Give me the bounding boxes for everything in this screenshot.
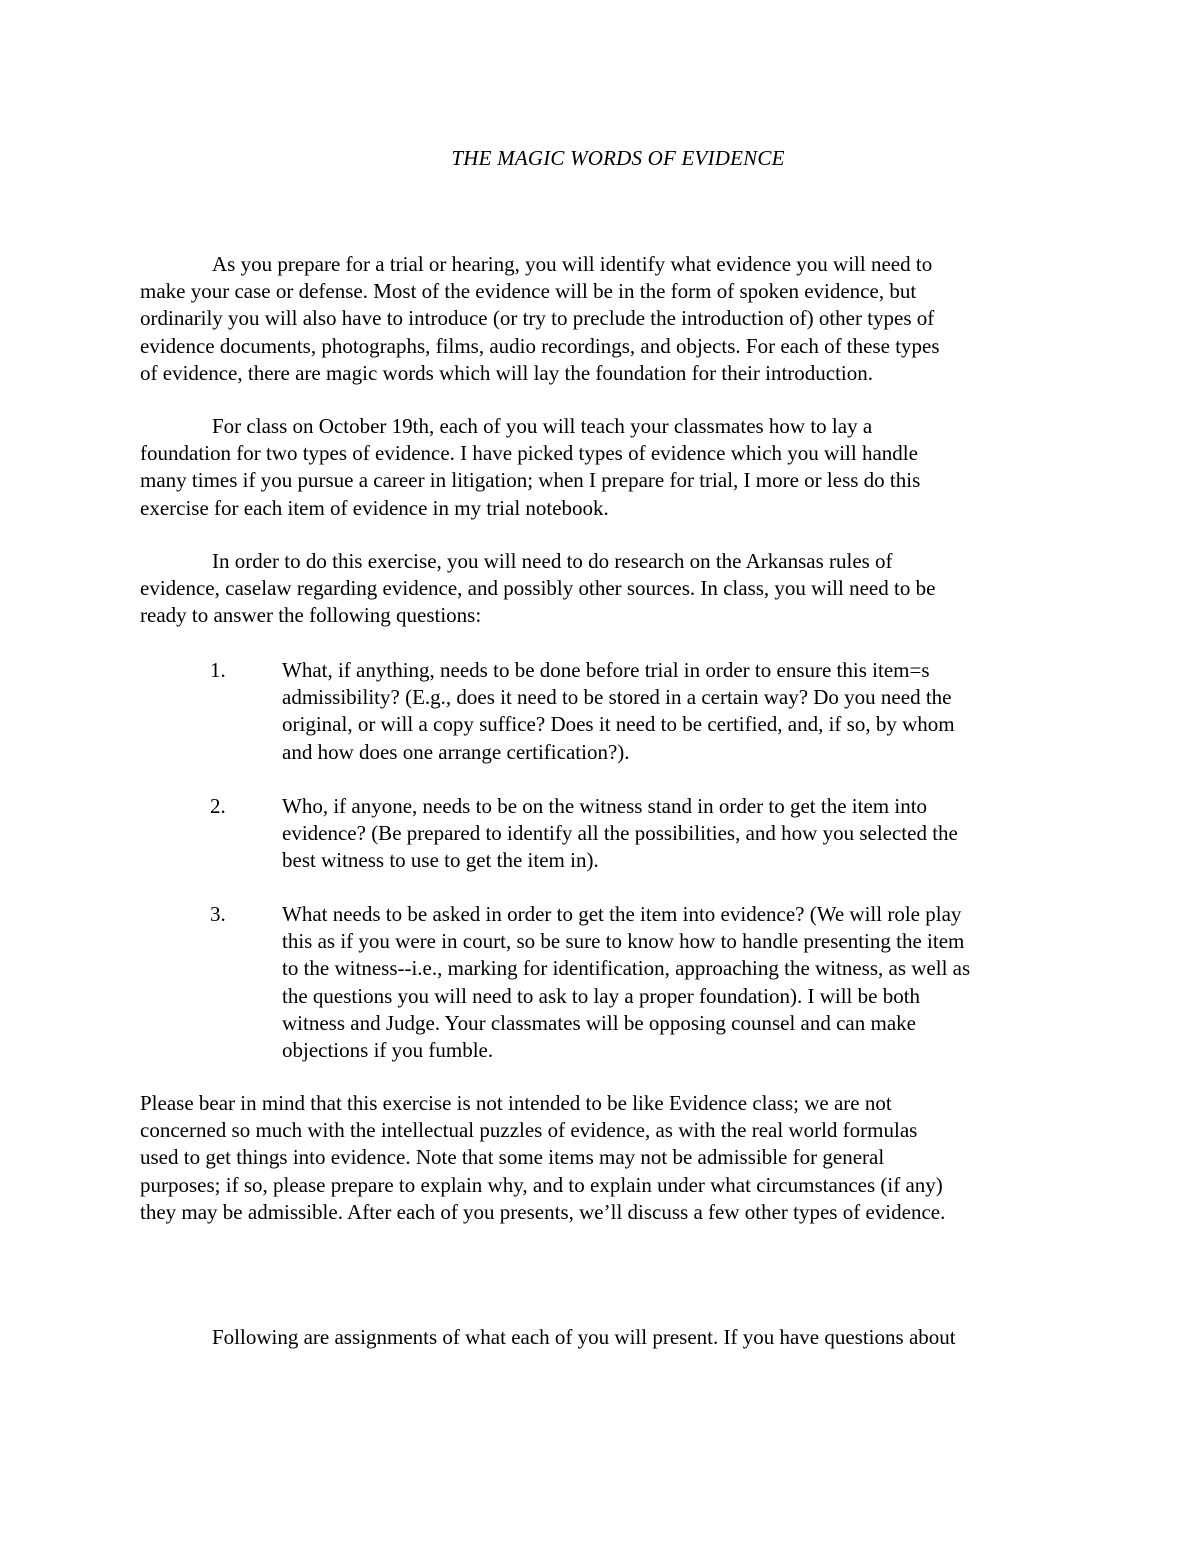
paragraph-line: concerned so much with the intellectual puzzles of evidence, as with the real world formulas [140, 1118, 918, 1143]
question-body [282, 793, 1072, 875]
question-line: objections if you fumble. [282, 1038, 494, 1063]
paragraph-research [140, 548, 1060, 630]
paragraph-line: purposes; if so, please prepare to explain why, and to explain under what circumstances (if any) [140, 1172, 943, 1197]
question-line: this as if you were in court, so be sure to know how to handle presenting the item [282, 929, 965, 954]
paragraph-line: used to get things into evidence. Note that some items may not be admissible for general [140, 1145, 885, 1170]
paragraph-intro [140, 251, 1060, 387]
paragraph-line: they may be admissible. After each of you presents, we’ll discuss a few other types of evidence. [140, 1199, 946, 1224]
paragraph-class-assignment [140, 413, 1060, 522]
document-title: THE MAGIC WORDS OF EVIDENCE [451, 146, 785, 170]
paragraph-assignments [140, 1324, 1060, 1351]
paragraph-line: many times if you pursue a career in litigation; when I prepare for trial, I more or less do this [140, 468, 921, 493]
question-body [282, 901, 1072, 1064]
question-number: 2. [210, 794, 226, 818]
paragraph-line: exercise for each item of evidence in my trial notebook. [140, 495, 609, 520]
question-number: 3. [210, 902, 226, 926]
paragraph-line: In order to do this exercise, you will need to do research on the Arkansas rules of [212, 549, 893, 573]
question-line: best witness to use to get the item in). [282, 848, 599, 873]
question-line: witness and Judge. Your classmates will be opposing counsel and can make [282, 1010, 916, 1035]
question-line: original, or will a copy suffice? Does it need to be certified, and, if so, by whom [282, 712, 955, 737]
paragraph-line: ordinarily you will also have to introduce (or try to preclude the introduction of) other types of [140, 306, 935, 331]
question-line: admissibility? (E.g., does it need to be stored in a certain way? Do you need the [282, 685, 952, 710]
paragraph-line: make your case or defense. Most of the evidence will be in the form of spoken evidence, but [140, 279, 917, 304]
paragraph-reminder [140, 1090, 1060, 1226]
paragraph-line: of evidence, there are magic words which will lay the foundation for their introduction. [140, 360, 874, 385]
question-body [282, 657, 1072, 766]
question-line: and how does one arrange certification?). [282, 739, 630, 764]
question-line: Who, if anyone, needs to be on the witness stand in order to get the item into [282, 794, 928, 818]
paragraph-line: For class on October 19th, each of you will teach your classmates how to lay a [212, 414, 873, 438]
question-line: to the witness--i.e., marking for identification, approaching the witness, as well as [282, 956, 971, 981]
question-line: the questions you will need to ask to lay a proper foundation). I will be both [282, 983, 921, 1008]
paragraph-line: foundation for two types of evidence. I have picked types of evidence which you will handle [140, 441, 918, 466]
paragraph-line: evidence documents, photographs, films, audio recordings, and objects. For each of these types [140, 333, 940, 358]
paragraph-line: Please bear in mind that this exercise is not intended to be like Evidence class; we are not [140, 1091, 892, 1115]
question-line: evidence? (Be prepared to identify all the possibilities, and how you selected the [282, 821, 958, 846]
paragraph-line: Following are assignments of what each of you will present. If you have questions about [212, 1325, 956, 1349]
question-line: What, if anything, needs to be done before trial in order to ensure this item=s [282, 658, 930, 682]
paragraph-line: As you prepare for a trial or hearing, you will identify what evidence you will need to [212, 252, 933, 276]
question-number: 1. [210, 658, 226, 682]
paragraph-line: evidence, caselaw regarding evidence, and possibly other sources. In class, you will need to be [140, 576, 936, 601]
paragraph-line: ready to answer the following questions: [140, 603, 482, 628]
question-line: What needs to be asked in order to get the item into evidence? (We will role play [282, 902, 962, 926]
